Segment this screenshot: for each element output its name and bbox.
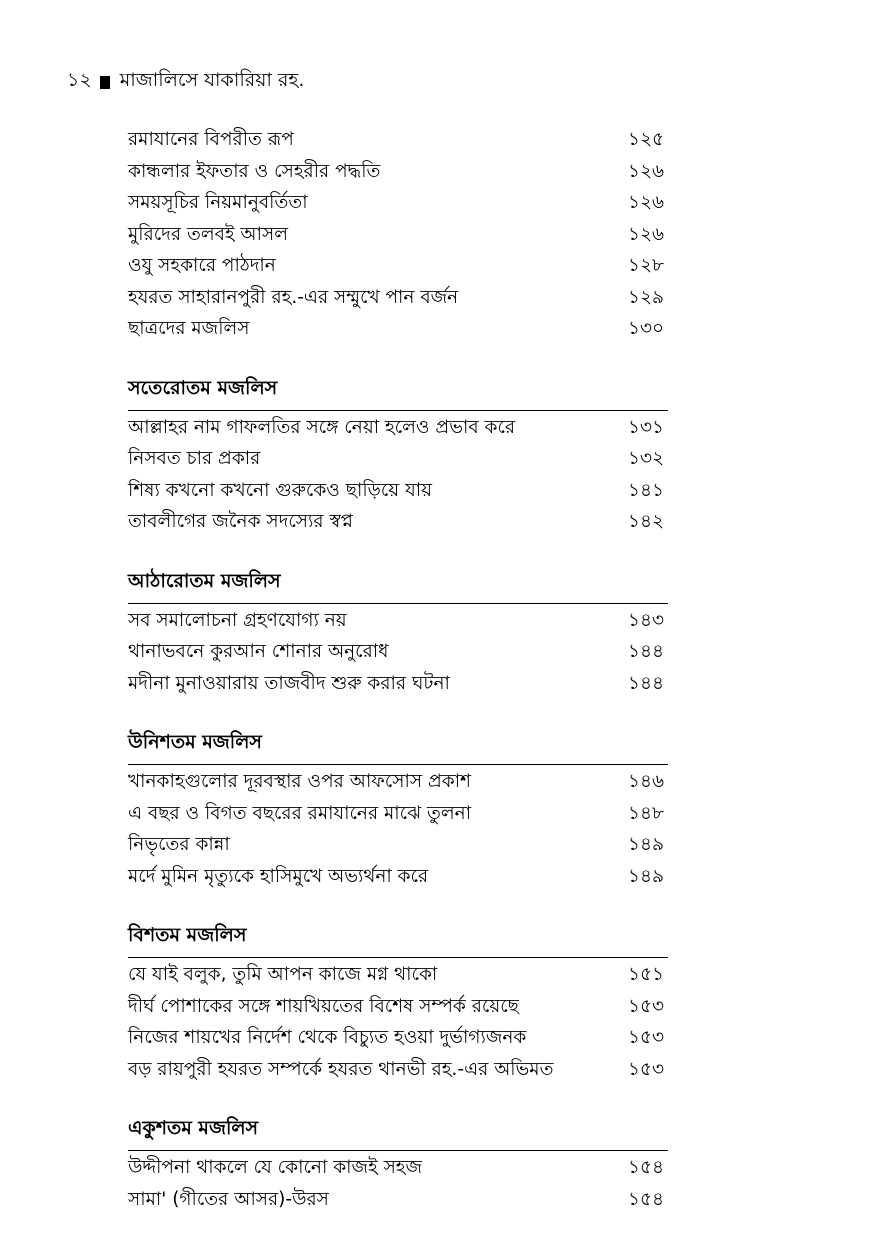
toc-group bbox=[128, 923, 668, 1086]
table-of-contents bbox=[128, 125, 668, 1216]
toc-entry bbox=[128, 251, 668, 283]
toc-entry bbox=[128, 444, 668, 476]
entry-page: ১২৮ bbox=[628, 255, 665, 277]
entry-page: ১৪৪ bbox=[628, 672, 665, 694]
entry-title: যে যাই বলুক, তুমি আপন কাজে মগ্ন থাকো bbox=[128, 964, 438, 986]
entry-page: ১৪৬ bbox=[628, 771, 665, 793]
entry-page: ১৫৩ bbox=[628, 995, 665, 1017]
entry-page: ১৫৪ bbox=[628, 1188, 665, 1210]
toc-entry bbox=[128, 1185, 668, 1217]
toc-entry bbox=[128, 1153, 668, 1185]
toc-group bbox=[128, 376, 668, 539]
entry-page: ১৫১ bbox=[628, 964, 665, 986]
section-heading: একুশতম মজলিস bbox=[128, 1116, 668, 1151]
section-heading: আঠারোতম মজলিস bbox=[128, 569, 668, 604]
entry-title: বড় রায়পুরী হযরত সম্পর্কে হযরত থানভী রহ.-এর অভিমত bbox=[128, 1058, 554, 1080]
entry-title: মুরিদের তলবই আসল bbox=[128, 223, 289, 245]
section-heading: সতেরোতম মজলিস bbox=[128, 376, 668, 411]
section-heading: উনিশতম মজলিস bbox=[128, 730, 668, 765]
entry-page: ১২৫ bbox=[628, 129, 665, 151]
entry-title: সময়সূচির নিয়মানুবর্তিতা bbox=[128, 192, 308, 214]
toc-entry bbox=[128, 606, 668, 638]
book-title: মাজালিসে যাকারিয়া রহ. bbox=[119, 69, 305, 91]
entry-page: ১৩২ bbox=[628, 448, 665, 470]
toc-group bbox=[128, 1116, 668, 1216]
toc-group bbox=[128, 730, 668, 893]
entry-page: ১৪৩ bbox=[628, 609, 665, 631]
toc-entry bbox=[128, 476, 668, 508]
toc-group bbox=[128, 125, 668, 346]
running-header bbox=[67, 66, 304, 98]
entry-title: দীর্ঘ পোশাকের সঙ্গে শায়খিয়তের বিশেষ সম্পর্ক রয়েছে bbox=[128, 995, 519, 1017]
entry-title: সব সমালোচনা গ্রহণযোগ্য নয় bbox=[128, 609, 347, 631]
toc-entry bbox=[128, 283, 668, 315]
toc-entry bbox=[128, 507, 668, 539]
entry-title: ছাত্রদের মজলিস bbox=[128, 318, 250, 340]
entry-title: এ বছর ও বিগত বছরের রমাযানের মাঝে তুলনা bbox=[128, 802, 472, 824]
entry-page: ১৪২ bbox=[628, 511, 665, 533]
toc-entry bbox=[128, 992, 668, 1024]
entry-title: কান্ধলার ইফতার ও সেহরীর পদ্ধতি bbox=[128, 160, 381, 182]
entry-page: ১২৬ bbox=[628, 192, 665, 214]
toc-group bbox=[128, 569, 668, 701]
entry-title: রমাযানের বিপরীত রূপ bbox=[128, 129, 294, 151]
toc-entry bbox=[128, 220, 668, 252]
section-heading: বিশতম মজলিস bbox=[128, 923, 668, 958]
entry-page: ১৫৩ bbox=[628, 1027, 665, 1049]
entry-page: ১২৯ bbox=[628, 286, 665, 308]
entry-page: ১৫৩ bbox=[628, 1058, 665, 1080]
toc-entry bbox=[128, 188, 668, 220]
toc-entry bbox=[128, 125, 668, 157]
entry-title: সামা' (গীতের আসর)-উরস bbox=[128, 1188, 329, 1210]
entry-title: উদ্দীপনা থাকলে যে কোনো কাজই সহজ bbox=[128, 1157, 423, 1179]
entry-title: নিভৃতের কান্না bbox=[128, 834, 230, 856]
entry-title: খানকাহগুলোর দূরবস্থার ওপর আফসোস প্রকাশ bbox=[128, 771, 472, 793]
square-bullet-icon bbox=[100, 76, 110, 89]
entry-page: ১৪৯ bbox=[628, 834, 665, 856]
entry-title: হযরত সাহারানপুরী রহ.-এর সম্মুখে পান বর্জন bbox=[128, 286, 459, 308]
entry-page: ১৪৯ bbox=[628, 865, 665, 887]
toc-entry bbox=[128, 669, 668, 701]
toc-entry bbox=[128, 1023, 668, 1055]
entry-title: শিষ্য কখনো কখনো গুরুকেও ছাড়িয়ে যায় bbox=[128, 479, 432, 501]
entry-title: ওযু সহকারে পাঠদান bbox=[128, 255, 276, 277]
toc-entry bbox=[128, 637, 668, 669]
toc-entry bbox=[128, 413, 668, 445]
entry-title: নিজের শায়খের নির্দেশ থেকে বিচ্যুত হওয়া দুর্ভাগ্যজনক bbox=[128, 1027, 527, 1049]
toc-entry bbox=[128, 314, 668, 346]
toc-entry bbox=[128, 862, 668, 894]
entry-title: তাবলীগের জনৈক সদস্যের স্বপ্ন bbox=[128, 511, 353, 533]
entry-page: ১৪১ bbox=[628, 479, 665, 501]
entry-page: ১২৬ bbox=[628, 223, 665, 245]
entry-title: মদীনা মুনাওয়ারায় তাজবীদ শুরু করার ঘটনা bbox=[128, 672, 450, 694]
toc-entry bbox=[128, 799, 668, 831]
toc-entry bbox=[128, 157, 668, 189]
entry-page: ১২৬ bbox=[628, 160, 665, 182]
entry-page: ১৩১ bbox=[628, 416, 665, 438]
toc-entry bbox=[128, 1055, 668, 1087]
entry-page: ১৪৮ bbox=[628, 802, 665, 824]
entry-title: নিসবত চার প্রকার bbox=[128, 448, 261, 470]
page-number: ১২ bbox=[67, 69, 92, 91]
entry-title: মর্দে মুমিন মৃত্যুকে হাসিমুখে অভ্যর্থনা করে bbox=[128, 865, 429, 887]
entry-page: ১৩০ bbox=[628, 318, 665, 340]
toc-entry bbox=[128, 960, 668, 992]
entry-title: থানাভবনে কুরআন শোনার অনুরোধ bbox=[128, 641, 389, 663]
toc-entry bbox=[128, 830, 668, 862]
entry-title: আল্লাহর নাম গাফলতির সঙ্গে নেয়া হলেও প্রভাব করে bbox=[128, 416, 516, 438]
toc-entry bbox=[128, 767, 668, 799]
entry-page: ১৫৪ bbox=[628, 1157, 665, 1179]
entry-page: ১৪৪ bbox=[628, 641, 665, 663]
